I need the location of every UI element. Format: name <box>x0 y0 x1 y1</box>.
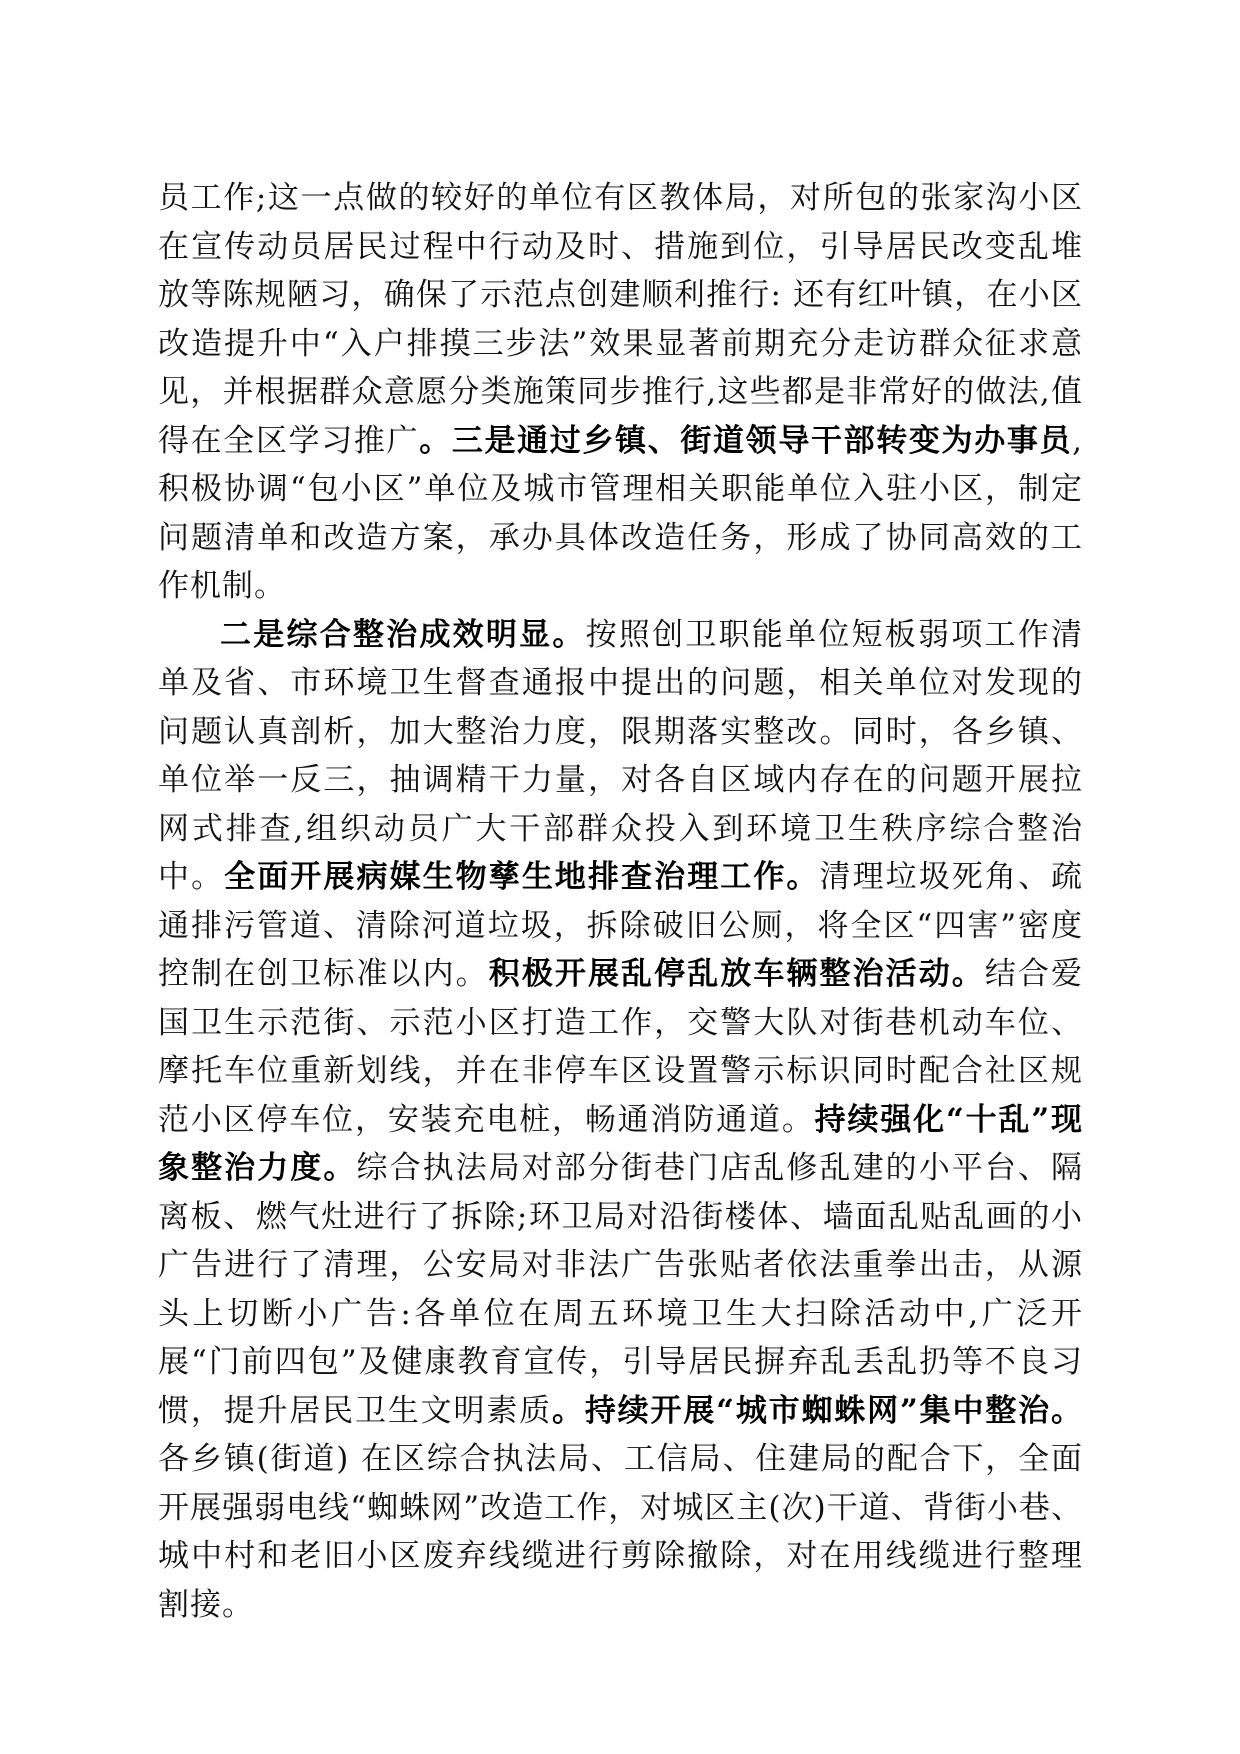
text-span: 各乡镇(街道) 在区综合执法局、工信局、住建局的配合下，全面开展强弱电线“蜘蛛网”改造工作，对城区主(次)干道、背街小巷、城中村和老旧小区废弃线缆进行剪除撤除，对在用线缆进行整理割接。 <box>158 1441 1083 1623</box>
bold-heading-span: 。三是通过乡镇、街道领导干部转变为办事员 <box>419 422 1073 459</box>
text-span: 清理垃圾死角、疏通排污管道、清除河道垃圾，拆除破旧公厕，将全区“四害”密度控制在创卫标准以内。 <box>158 859 1084 992</box>
paragraph-2 <box>158 611 1083 1630</box>
text-span: 综合执法局对部分街巷门店乱修乱建的小平台、隔离板、燃气灶进行了拆除;环卫局对沿街楼体、墙面乱贴乱画的小广告进行了清理，公安局对非法广告张贴者依法重拳出击，从源头上切断小广告:各单位在周五环境卫生大扫除活动中,广泛开展“门前四包”及健康教育宣传，引导居民摒弃乱丢乱扔等不良习惯，提升居民卫生文明素质 <box>158 1150 1084 1429</box>
paragraph-1 <box>158 174 1083 611</box>
bold-heading-span: 全面开展病媒生物孳生地排查治理工作。 <box>224 859 820 895</box>
document-page <box>158 174 1083 1629</box>
section-heading-span: 二是综合整治成效明显。 <box>220 616 586 653</box>
bold-heading-span: 持续强化“十乱”现象整治力度。 <box>158 1101 1083 1186</box>
text-span: ,积极协调“包小区”单位及城市管理相关职能单位入驻小区，制定问题清单和改造方案，承办具体改造任务，形成了协同高效的工作机制。 <box>158 422 1084 604</box>
text-span: 员工作;这一点做的较好的单位有区教体局，对所包的张家沟小区在宣传动员居民过程中行动及时、措施到位，引导居民改变乱堆放等陈规陋习，确保了示范点创建顺利推行: 还有红叶镇，在小区改造提升中“入户排摸三步法”效果显著前期充分走访群众征求意见，并根据群众意愿分类施策同步推行,这些都是非常好的做法,值得在全区学习推广 <box>158 180 1083 459</box>
bold-heading-span: 。持续开展“城市蜘蛛网”集中整治。 <box>552 1392 1083 1429</box>
text-span: 按照创卫职能单位短板弱项工作清单及省、市环境卫生督查通报中提出的问题，相关单位对发现的问题认真剖析，加大整治力度，限期落实整改。同时，各乡镇、单位举一反三，抽调精干力量，对各自区域内存在的问题开展拉网式排查,组织动员广大干部群众投入到环境卫生秩序综合整治中。 <box>158 616 1083 895</box>
bold-heading-span: 积极开展乱停乱放车辆整治活动。 <box>488 956 985 992</box>
text-span: 结合爱国卫生示范街、示范小区打造工作，交警大队对街巷机动车位、摩托车位重新划线，并在非停车区设置警示标识同时配合社区规范小区停车位，安装充电桩，畅通消防通道。 <box>158 956 1084 1138</box>
